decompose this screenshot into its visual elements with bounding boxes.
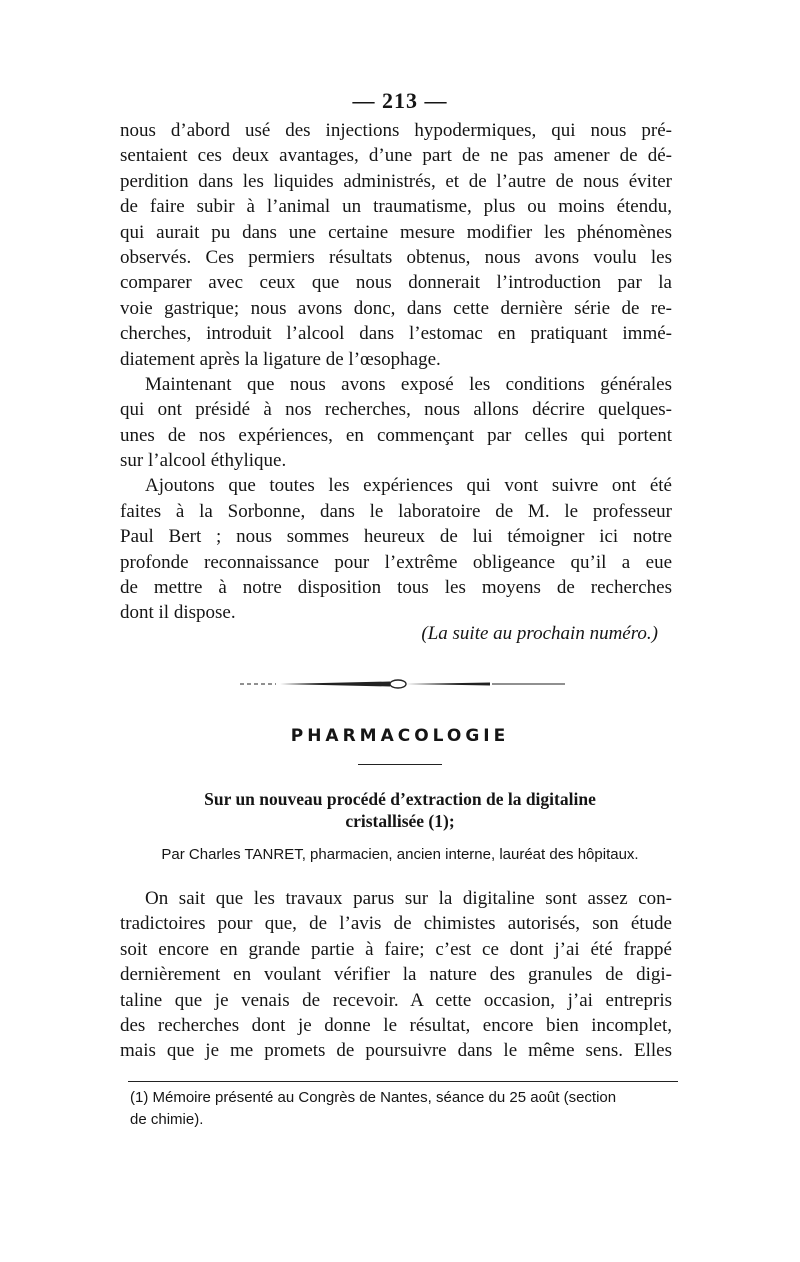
text-line: taline que je venais de recevoir. A cette occasion, j’ai entrepris	[120, 989, 672, 1011]
text-line: profonde reconnaissance pour l’extrême obligeance qu’il a eue	[120, 551, 672, 573]
text-line: diatement après la ligature de l’œsophage.	[120, 348, 441, 370]
body-text-bottom	[120, 886, 672, 1064]
byline: Par Charles TANRET, pharmacien, ancien interne, lauréat des hôpitaux.	[161, 846, 639, 863]
text-line: comparer avec ceux que nous donnerait l’introduction par la	[120, 272, 672, 294]
text-line: observés. Ces permiers résultats obtenus, nous avons voulu les	[120, 246, 672, 268]
footnote-line: (1) Mémoire présenté au Congrès de Nantes, séance du 25 août (section	[130, 1089, 617, 1106]
title-rule	[358, 764, 442, 765]
text-line: de mettre à notre disposition tous les moyens de recherches	[120, 577, 672, 599]
footnote	[130, 1087, 678, 1131]
text-line: de faire subir à l’animal un traumatisme, plus ou moins étendu,	[120, 196, 672, 218]
text-line: Paul Bert ; nous sommes heureux de lui témoigner ici notre	[120, 526, 672, 548]
sequel-note: (La suite au prochain numéro.)	[421, 623, 658, 644]
text-line: unes de nos expériences, en commençant par celles qui portent	[120, 424, 672, 446]
text-line: qui ont présidé à nos recherches, nous allons décrire quelques-	[120, 399, 672, 421]
text-line: soit encore en grande partie à faire; c’est ce dont j’ai été frappé	[120, 938, 672, 960]
text-line: On sait que les travaux parus sur la digitaline sont assez con-	[145, 888, 672, 909]
text-line: sur l’alcool éthylique.	[120, 450, 287, 472]
footnote-rule	[128, 1081, 678, 1082]
article-title-line: cristallisée (1);	[345, 811, 455, 831]
text-line: voie gastrique; nous avons donc, dans cette dernière série de re-	[120, 297, 672, 319]
text-line: sentaient ces deux avantages, d’une part de ne pas amener de dé-	[120, 145, 672, 167]
text-line: nous d’abord usé des injections hypodermiques, qui nous pré-	[120, 120, 672, 141]
section-title: PHARMACOLOGIE	[290, 726, 510, 746]
text-line: mais que je me promets de poursuivre dans le même sens. Elles	[120, 1040, 672, 1062]
text-line: cherches, introduit l’alcool dans l’estomac en pratiquant immé-	[120, 323, 672, 345]
text-line: tradictoires pour que, de l’avis de chimistes autorisés, son étude	[120, 913, 672, 935]
article-title-line: Sur un nouveau procédé d’extraction de la digitaline	[204, 789, 596, 809]
ornament-divider	[240, 677, 565, 691]
article-title	[0, 788, 800, 832]
text-line: Ajoutons que toutes les expériences qui vont suivre ont été	[145, 475, 672, 497]
text-line: Maintenant que nous avons exposé les conditions générales	[145, 373, 672, 395]
text-line: faites à la Sorbonne, dans le laboratoire de M. le professeur	[120, 500, 672, 522]
body-text-top	[120, 118, 672, 626]
text-line: dernièrement en voulant vérifier la nature des granules de digi-	[120, 964, 672, 986]
text-line: qui aurait pu dans une certaine mesure modifier les phénomènes	[120, 221, 672, 243]
text-line: des recherches dont je donne le résultat, encore bien incomplet,	[120, 1014, 672, 1036]
text-line: dont il dispose.	[120, 602, 236, 624]
text-line: perdition dans les liquides administrés, et de l’autre de nous éviter	[120, 170, 672, 192]
footnote-line: de chimie).	[130, 1111, 204, 1128]
page-number: — 213 —	[352, 88, 448, 113]
